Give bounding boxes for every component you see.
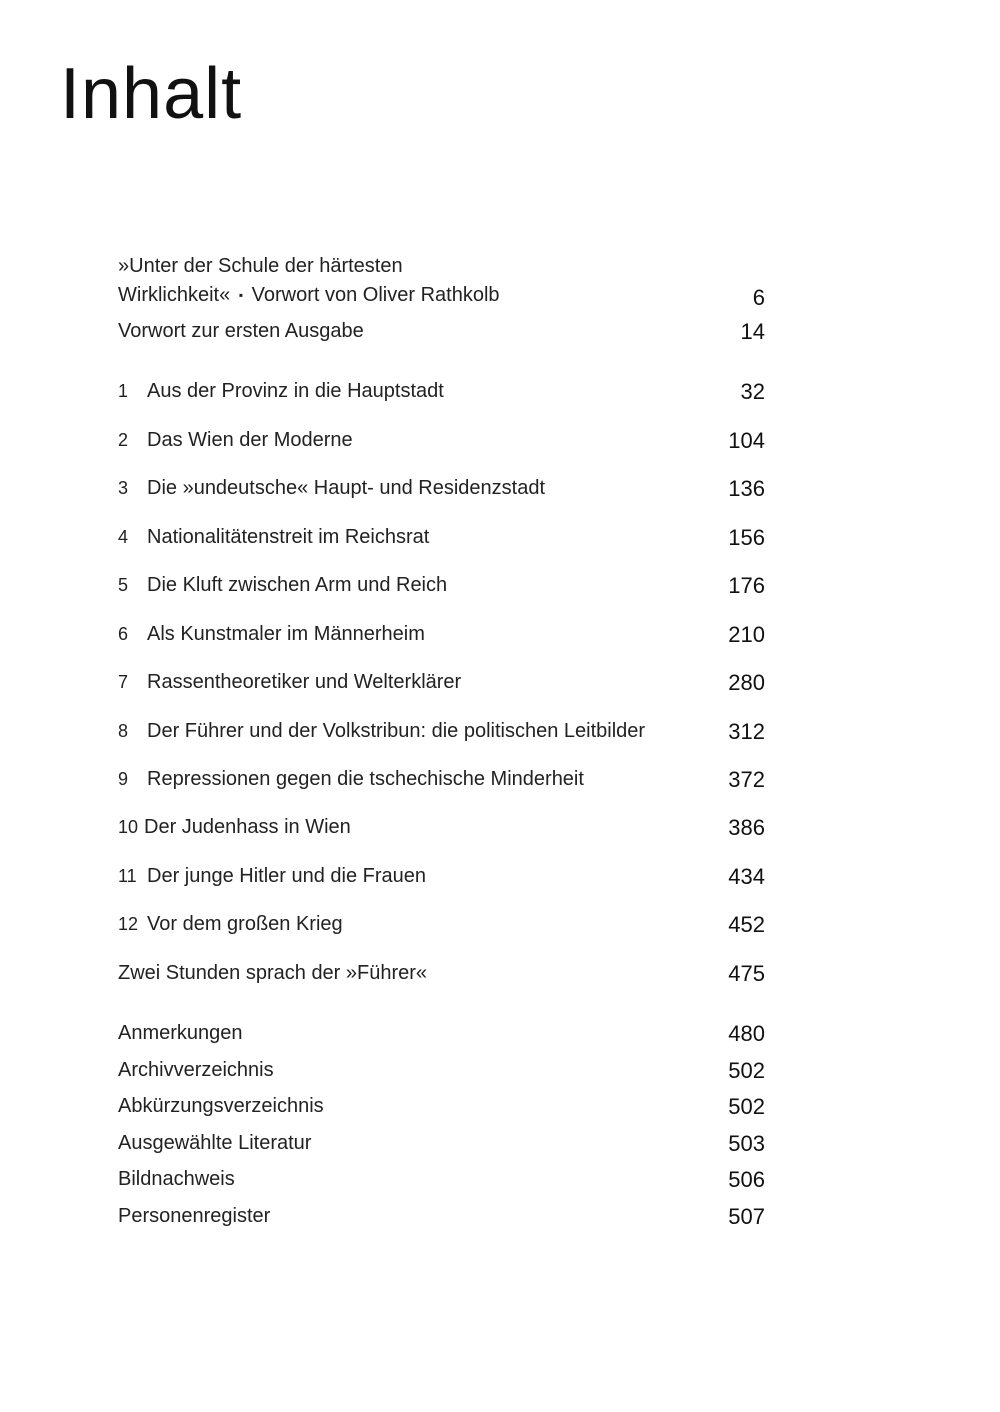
- toc-page-number: 507: [728, 1204, 765, 1229]
- toc-page-number: 280: [728, 670, 765, 695]
- toc-entry-chapter-3[interactable]: [118, 474, 765, 503]
- toc-entry-title: Aus der Provinz in die Hauptstadt: [147, 380, 444, 402]
- toc-page-number: 156: [728, 525, 765, 550]
- toc-page-number: 386: [728, 815, 765, 840]
- toc-page-number: 136: [728, 476, 765, 501]
- toc-entry-title: Rassentheoretiker und Welterklärer: [147, 671, 462, 693]
- toc-entry-foreword-rathkolb[interactable]: [118, 252, 765, 312]
- toc-entry-title: Der junge Hitler und die Frauen: [147, 865, 427, 887]
- toc-entry-title: Vor dem großen Krieg: [147, 913, 343, 935]
- chapter-number: 6: [118, 624, 129, 644]
- toc-entry-bibliography[interactable]: [118, 1129, 765, 1158]
- toc-entry-title: Ausgewählte Literatur: [118, 1132, 312, 1154]
- chapter-number: 8: [118, 721, 129, 741]
- toc-entry-chapter-10[interactable]: [118, 813, 765, 842]
- toc-page-number: 502: [728, 1094, 765, 1119]
- toc-page-number: 6: [752, 285, 765, 310]
- chapter-number: 12: [118, 914, 139, 934]
- chapter-number: 9: [118, 769, 129, 789]
- toc-page-number: 452: [728, 912, 765, 937]
- toc-entry-foreword-first-edition[interactable]: [118, 317, 765, 346]
- toc-entry-archive-index[interactable]: [118, 1056, 765, 1085]
- toc-page-number: 434: [728, 864, 765, 889]
- toc-entry-title: Zwei Stunden sprach der »Führer«: [118, 962, 428, 984]
- toc-entry-chapter-1[interactable]: [118, 377, 765, 406]
- toc-entry-chapter-8[interactable]: [118, 717, 765, 746]
- toc-entry-epilogue[interactable]: [118, 959, 765, 988]
- toc-page-number: 372: [728, 767, 765, 792]
- toc-entry-abbreviations[interactable]: [118, 1092, 765, 1121]
- toc-entry-title: Das Wien der Moderne: [147, 429, 353, 451]
- toc-page-number: 14: [740, 319, 765, 344]
- chapter-number: 1: [118, 381, 129, 401]
- toc-entry-title: Der Führer und der Volkstribun: die politischen Leitbilder: [147, 720, 646, 742]
- chapter-number: 2: [118, 430, 129, 450]
- toc-entry-title: Nationalitätenstreit im Reichsrat: [147, 526, 430, 548]
- toc-entry-notes[interactable]: [118, 1019, 765, 1048]
- toc-page-number: 503: [728, 1131, 765, 1156]
- toc-entry-chapter-5[interactable]: [118, 571, 765, 600]
- toc-page-number: 502: [728, 1058, 765, 1083]
- toc-entry-title: Der Judenhass in Wien: [144, 816, 351, 838]
- chapter-number: 5: [118, 575, 129, 595]
- toc-entry-title: Archivverzeichnis: [118, 1059, 274, 1081]
- toc-page-number: 210: [728, 622, 765, 647]
- chapter-number: 11: [118, 866, 137, 886]
- toc-page-number: 506: [728, 1167, 765, 1192]
- toc-entry-chapter-4[interactable]: [118, 523, 765, 552]
- toc-page-number: 32: [740, 379, 765, 404]
- separator-square-icon: ▪: [238, 288, 244, 302]
- chapter-number: 3: [118, 478, 129, 498]
- chapter-number: 7: [118, 672, 129, 692]
- toc-page-number: 104: [728, 428, 765, 453]
- toc-entry-title-line1: »Unter der Schule der härtesten: [118, 255, 403, 277]
- chapter-number: 10: [118, 817, 139, 837]
- toc-entry-title: Anmerkungen: [118, 1022, 243, 1044]
- toc-entry-chapter-12[interactable]: [118, 910, 765, 939]
- toc-entry-title-line2a: Wirklichkeit«: [118, 284, 231, 306]
- toc-entry-title: Die Kluft zwischen Arm und Reich: [147, 574, 448, 596]
- toc-entry-chapter-11[interactable]: [118, 862, 765, 891]
- toc-entry-chapter-6[interactable]: [118, 620, 765, 649]
- toc-entry-chapter-2[interactable]: [118, 426, 765, 455]
- toc-entry-title-line2b: Vorwort von Oliver Rathkolb: [251, 284, 500, 306]
- toc-entry-chapter-9[interactable]: [118, 765, 765, 794]
- toc-page-number: 475: [728, 961, 765, 986]
- toc-entry-title: Die »undeutsche« Haupt- und Residenzstadt: [147, 477, 546, 499]
- toc-page-number: 480: [728, 1021, 765, 1046]
- chapter-number: 4: [118, 527, 129, 547]
- toc-entry-title: Vorwort zur ersten Ausgabe: [118, 320, 364, 342]
- toc-page-number: 312: [728, 719, 765, 744]
- toc-entry-title: Als Kunstmaler im Männerheim: [147, 623, 425, 645]
- toc-entry-title: Abkürzungsverzeichnis: [118, 1095, 324, 1117]
- toc-entry-title: Personenregister: [118, 1205, 271, 1227]
- page-title: Inhalt: [60, 54, 243, 134]
- toc-entry-title: Bildnachweis: [118, 1168, 235, 1190]
- toc-page-number: 176: [728, 573, 765, 598]
- toc-entry-person-index[interactable]: [118, 1202, 765, 1231]
- toc-entry-title: Repressionen gegen die tschechische Minderheit: [147, 768, 584, 790]
- toc-entry-picture-credits[interactable]: [118, 1165, 765, 1194]
- toc-entry-chapter-7[interactable]: [118, 668, 765, 697]
